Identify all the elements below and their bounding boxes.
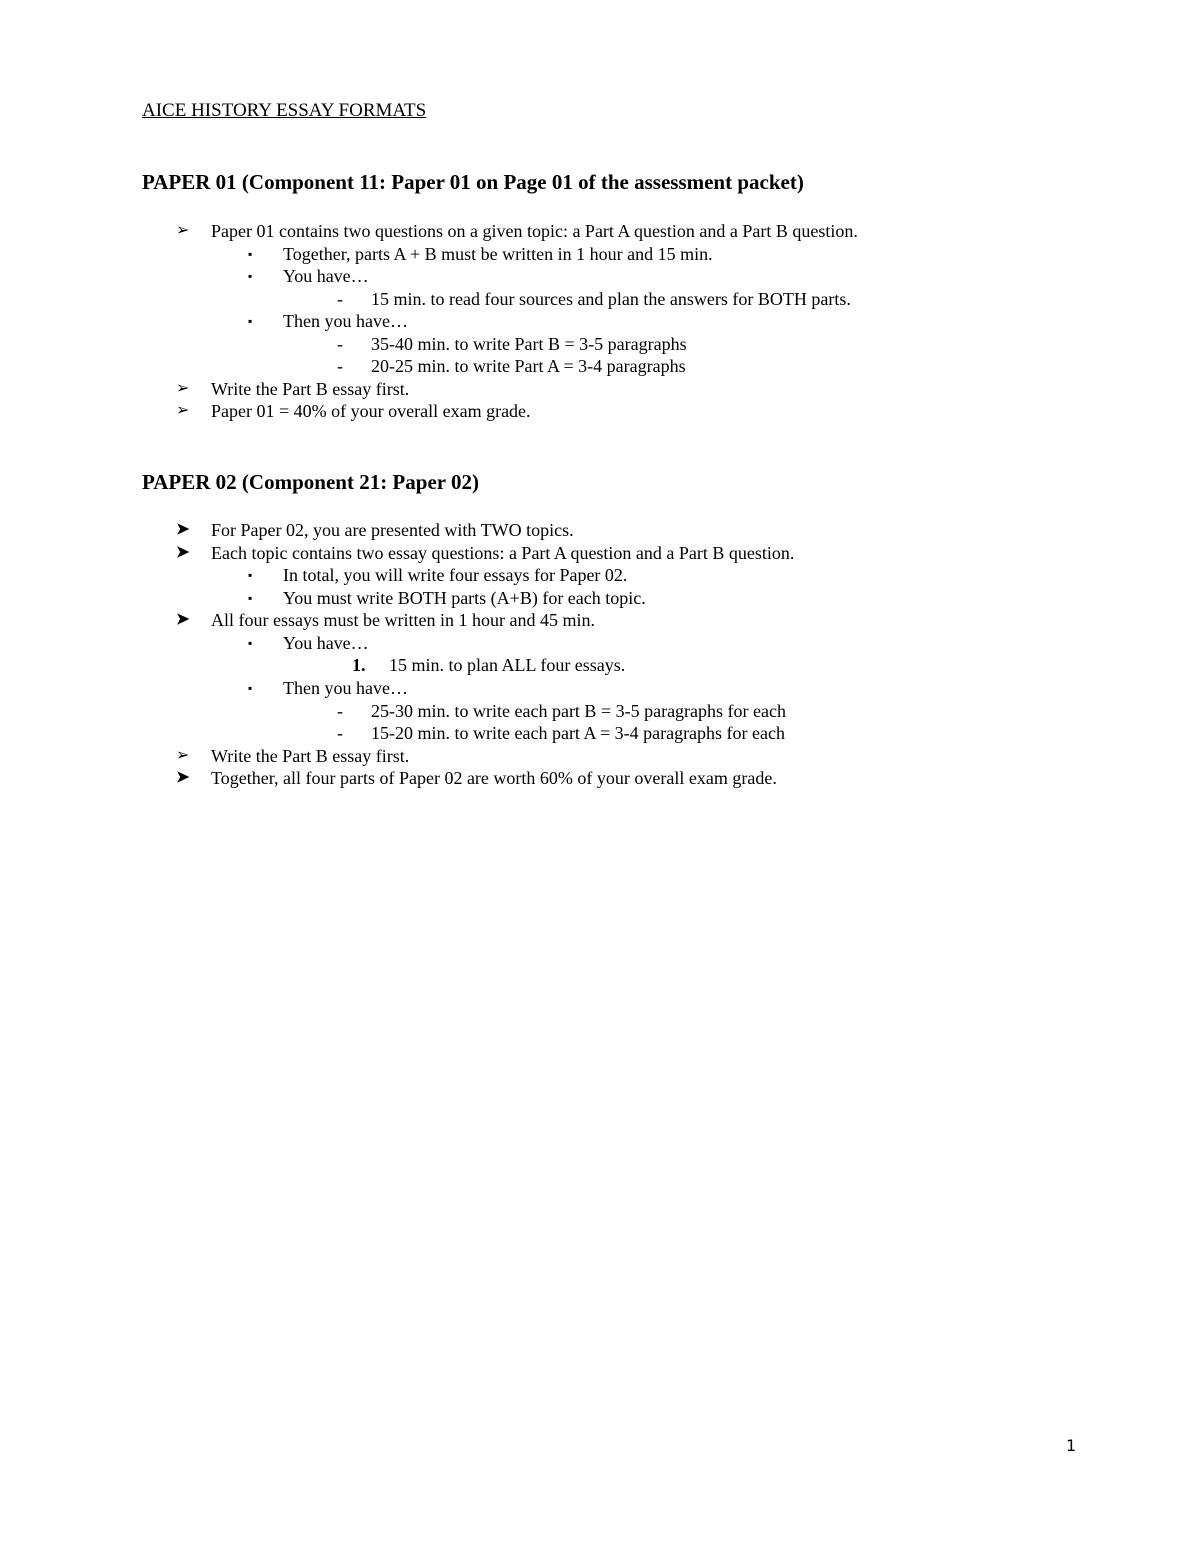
dash-bullet-icon: - (337, 701, 343, 721)
list-item-text: You have… (283, 633, 369, 653)
arrow-bullet-icon: ➢ (176, 222, 190, 239)
square-bullet-icon: ▪ (248, 591, 253, 605)
arrow-bullet-icon: ➢ (176, 402, 190, 419)
page-number: 1 (1066, 1436, 1077, 1455)
document-title: AICE HISTORY ESSAY FORMATS (142, 100, 427, 121)
square-bullet-icon: ▪ (248, 314, 253, 328)
arrow-bullet-icon: ➤ (176, 521, 190, 538)
list-item-text: Write the Part B essay first. (211, 746, 410, 766)
number-marker: 1. (352, 655, 366, 675)
square-bullet-icon: ▪ (248, 568, 253, 582)
list-item-text: Write the Part B essay first. (211, 379, 410, 399)
list-item-text: 15 min. to read four sources and plan the answers for BOTH parts. (371, 289, 851, 309)
arrow-bullet-icon: ➢ (176, 747, 190, 764)
square-bullet-icon: ▪ (248, 681, 253, 695)
list-item-text: 25-30 min. to write each part B = 3-5 paragraphs for each (371, 701, 787, 721)
dash-bullet-icon: - (337, 356, 343, 376)
list-item-text: Paper 01 = 40% of your overall exam grade. (211, 401, 531, 421)
list-item-text: In total, you will write four essays for Paper 02. (283, 565, 628, 585)
list-item-text: 35-40 min. to write Part B = 3-5 paragraphs (371, 334, 687, 354)
dash-bullet-icon: - (337, 723, 343, 743)
list-item-text: All four essays must be written in 1 hour and 45 min. (211, 610, 595, 630)
dash-bullet-icon: - (337, 334, 343, 354)
list-item-text: Then you have… (283, 678, 408, 698)
list-item-text: For Paper 02, you are presented with TWO topics. (211, 520, 574, 540)
paper02-heading: PAPER 02 (Component 21: Paper 02) (142, 470, 479, 494)
list-item-text: You have… (283, 266, 369, 286)
arrow-bullet-icon: ➢ (176, 380, 190, 397)
arrow-bullet-icon: ➤ (176, 611, 190, 628)
list-item-text: You must write BOTH parts (A+B) for each topic. (283, 588, 646, 608)
list-item-text: 15-20 min. to write each part A = 3-4 paragraphs for each (371, 723, 786, 743)
list-item-text: 20-25 min. to write Part A = 3-4 paragraphs (371, 356, 686, 376)
list-item-text: Paper 01 contains two questions on a given topic: a Part A question and a Part B question. (211, 221, 858, 241)
dash-bullet-icon: - (337, 289, 343, 309)
square-bullet-icon: ▪ (248, 269, 253, 283)
arrow-bullet-icon: ➤ (176, 769, 190, 786)
list-item-text: Each topic contains two essay questions: a Part A question and a Part B question. (211, 543, 795, 563)
square-bullet-icon: ▪ (248, 247, 253, 261)
list-item-text: Then you have… (283, 311, 408, 331)
list-item-text: 15 min. to plan ALL four essays. (389, 655, 626, 675)
list-item-text: Together, parts A + B must be written in 1 hour and 15 min. (283, 244, 713, 264)
arrow-bullet-icon: ➤ (176, 544, 190, 561)
list-item-text: Together, all four parts of Paper 02 are worth 60% of your overall exam grade. (211, 768, 777, 788)
square-bullet-icon: ▪ (248, 636, 253, 650)
paper01-heading: PAPER 01 (Component 11: Paper 01 on Page 01 of the assessment packet) (142, 170, 804, 194)
